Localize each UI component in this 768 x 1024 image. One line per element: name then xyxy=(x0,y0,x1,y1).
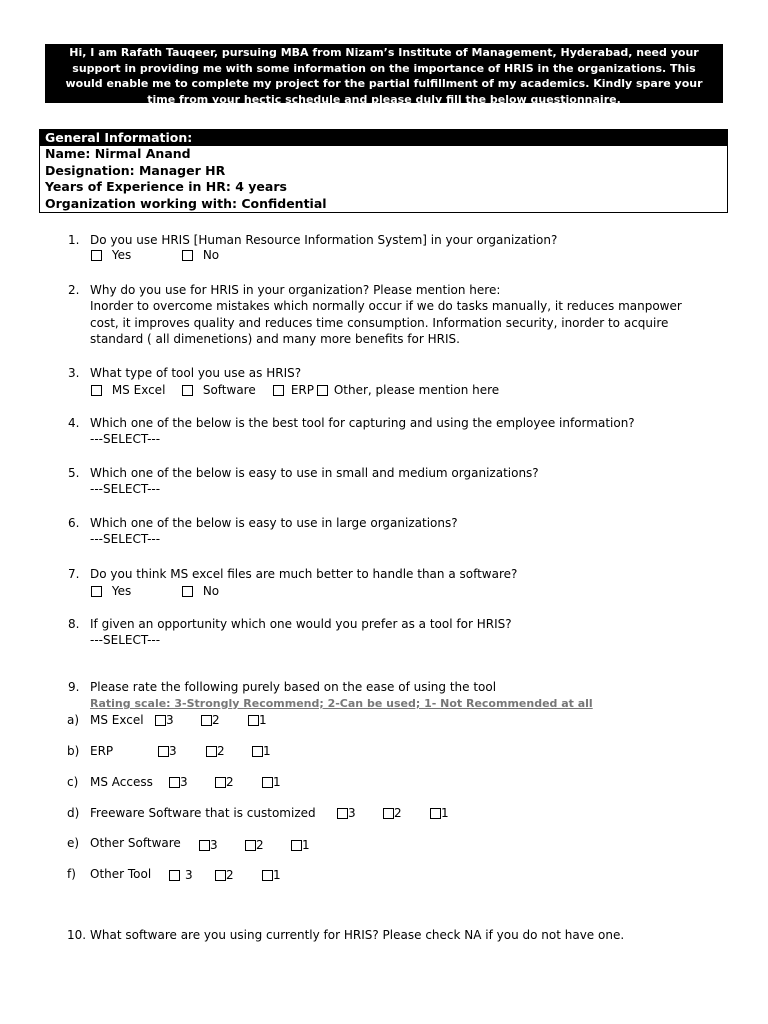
q2-answer-line-3: standard ( all dimenetions) and many more benefits for HRIS. xyxy=(90,332,460,346)
q6-select-dropdown[interactable]: ---SELECT--- xyxy=(90,532,161,546)
q1-yes-option[interactable] xyxy=(91,248,131,262)
rating-checkbox[interactable] xyxy=(169,777,180,788)
question-text: Do you think MS excel files are much better to handle than a software? xyxy=(90,567,518,581)
q7-no-option[interactable] xyxy=(182,584,219,598)
rating-checkbox[interactable] xyxy=(155,715,166,726)
q3-software-checkbox[interactable] xyxy=(182,385,193,396)
rating-value: 1 xyxy=(263,744,271,758)
rating-value: 1 xyxy=(302,838,310,852)
rating-value: 2 xyxy=(226,868,234,882)
rating-value: 2 xyxy=(212,713,220,727)
question-number: 3. xyxy=(68,366,80,380)
rating-value: 3 xyxy=(169,744,177,758)
rating-row-name: MS Excel xyxy=(90,713,144,727)
option-label: Yes xyxy=(111,248,132,262)
intro-line-2: support in providing me with some information on the importance of HRIS in the organizations. This xyxy=(72,61,696,75)
question-text: What software are you using currently for HRIS? Please check NA if you do not have one. xyxy=(90,928,625,942)
rating-checkbox[interactable] xyxy=(430,808,441,819)
rating-checkbox[interactable] xyxy=(262,777,273,788)
rating-2-option[interactable] xyxy=(383,806,402,820)
rating-2-option[interactable] xyxy=(201,713,220,727)
rating-checkbox[interactable] xyxy=(383,808,394,819)
rating-scale-note: Rating scale: 3-Strongly Recommend; 2-Can be used; 1- Not Recommended at all xyxy=(90,697,593,710)
rating-row-name: ERP xyxy=(90,744,114,758)
rating-checkbox[interactable] xyxy=(201,715,212,726)
rating-value: 3 xyxy=(348,806,356,820)
rating-value: 1 xyxy=(273,868,281,882)
question-number: 7. xyxy=(68,567,80,581)
rating-1-option[interactable] xyxy=(430,806,449,820)
q3-other-option[interactable] xyxy=(317,383,499,397)
question-number: 1. xyxy=(68,233,80,247)
rating-row-label: b) xyxy=(67,744,80,758)
rating-2-option[interactable] xyxy=(206,744,225,758)
q3-erp-option[interactable] xyxy=(273,383,314,397)
q5-select-dropdown[interactable]: ---SELECT--- xyxy=(90,482,161,496)
rating-checkbox[interactable] xyxy=(245,840,256,851)
rating-value: 1 xyxy=(259,713,267,727)
rating-row-name: Other Tool xyxy=(90,867,152,881)
question-text: Why do you use for HRIS in your organization? Please mention here: xyxy=(90,283,501,297)
rating-value: 2 xyxy=(394,806,402,820)
rating-row-name: Freeware Software that is customized xyxy=(90,806,316,820)
q7-no-checkbox[interactable] xyxy=(182,586,193,597)
rating-checkbox[interactable] xyxy=(169,870,180,881)
question-number: 10. xyxy=(67,928,87,942)
rating-value: 3 xyxy=(210,838,218,852)
rating-row-label: e) xyxy=(67,836,80,850)
rating-value: 2 xyxy=(217,744,225,758)
rating-2-option[interactable] xyxy=(245,838,264,852)
question-number: 2. xyxy=(68,283,80,297)
general-information-heading: General Information: xyxy=(40,130,727,146)
q2-answer-line-1: Inorder to overcome mistakes which normally occur if we do tasks manually, it reduces manpower xyxy=(90,299,682,313)
q3-software-option[interactable] xyxy=(182,383,256,397)
question-text: If given an opportunity which one would you prefer as a tool for HRIS? xyxy=(90,617,512,631)
option-label: No xyxy=(202,584,220,598)
rating-1-option[interactable] xyxy=(252,744,271,758)
q7-yes-checkbox[interactable] xyxy=(91,586,102,597)
question-text: Which one of the below is the best tool for capturing and using the employee information? xyxy=(90,416,635,430)
intro-line-1: Hi, I am Rafath Tauqeer, pursuing MBA from Nizam’s Institute of Management, Hyderabad, need your xyxy=(69,46,699,59)
q8-select-dropdown[interactable]: ---SELECT--- xyxy=(90,633,161,647)
rating-3-option[interactable] xyxy=(169,775,188,789)
intro-line-4: time from your hectic schedule and please duly fill the below questionnaire. xyxy=(147,92,621,106)
question-number: 4. xyxy=(68,416,80,430)
question-text: Please rate the following purely based on the ease of using the tool xyxy=(90,680,497,694)
intro-banner xyxy=(45,44,723,106)
respondent-experience: Years of Experience in HR: 4 years xyxy=(45,179,287,194)
question-text: Do you use HRIS [Human Resource Information System] in your organization? xyxy=(90,233,558,247)
rating-row-name: MS Access xyxy=(90,775,153,789)
rating-checkbox[interactable] xyxy=(199,840,210,851)
q3-other-checkbox[interactable] xyxy=(317,385,328,396)
rating-value: 2 xyxy=(256,838,264,852)
general-information-box xyxy=(39,129,728,213)
rating-value: 3 xyxy=(185,868,193,882)
rating-3-option[interactable] xyxy=(337,806,356,820)
rating-checkbox[interactable] xyxy=(252,746,263,757)
rating-3-option[interactable] xyxy=(158,744,177,758)
intro-line-3: would enable me to complete my project for the partial fulfillment of my academics. Kindly spare your xyxy=(65,77,703,90)
rating-1-option[interactable] xyxy=(248,713,267,727)
rating-checkbox[interactable] xyxy=(337,808,348,819)
rating-row-label: c) xyxy=(67,775,79,789)
option-label: Other, please mention here xyxy=(333,383,500,397)
option-label: Yes xyxy=(111,584,132,598)
option-label: ERP xyxy=(290,383,314,397)
rating-2-option[interactable] xyxy=(215,775,234,789)
q1-no-option[interactable] xyxy=(182,248,219,262)
rating-checkbox[interactable] xyxy=(262,870,273,881)
q4-select-dropdown[interactable]: ---SELECT--- xyxy=(90,432,161,446)
respondent-organization: Organization working with: Confidential xyxy=(45,195,327,211)
respondent-name: Name: Nirmal Anand xyxy=(45,146,191,161)
rating-checkbox[interactable] xyxy=(248,715,259,726)
rating-1-option[interactable] xyxy=(262,775,281,789)
rating-3-option[interactable] xyxy=(169,868,193,882)
rating-value: 3 xyxy=(180,775,188,789)
rating-value: 1 xyxy=(441,806,449,820)
q1-no-checkbox[interactable] xyxy=(182,250,193,261)
rating-3-option[interactable] xyxy=(199,838,218,852)
rating-3-option[interactable] xyxy=(155,713,174,727)
rating-1-option[interactable] xyxy=(262,868,281,882)
option-label: Software xyxy=(202,383,256,397)
rating-2-option[interactable] xyxy=(215,868,234,882)
q3-erp-checkbox[interactable] xyxy=(273,385,284,396)
rating-row-label: d) xyxy=(67,806,80,820)
rating-checkbox[interactable] xyxy=(215,777,226,788)
question-text: Which one of the below is easy to use in large organizations? xyxy=(90,516,458,530)
respondent-designation: Designation: Manager HR xyxy=(45,162,226,178)
rating-value: 3 xyxy=(166,713,174,727)
question-text: Which one of the below is easy to use in small and medium organizations? xyxy=(90,466,539,480)
option-label: MS Excel xyxy=(111,383,166,397)
rating-checkbox[interactable] xyxy=(215,870,226,881)
q7-yes-option[interactable] xyxy=(91,584,131,598)
question-number: 8. xyxy=(68,617,80,631)
rating-row-label: f) xyxy=(67,867,76,881)
rating-checkbox[interactable] xyxy=(206,746,217,757)
q3-ms-excel-option[interactable] xyxy=(91,383,165,397)
question-text: What type of tool you use as HRIS? xyxy=(90,366,302,380)
rating-value: 1 xyxy=(273,775,281,789)
option-label: No xyxy=(202,248,220,262)
rating-value: 2 xyxy=(226,775,234,789)
rating-row-name: Other Software xyxy=(90,836,181,850)
question-number: 5. xyxy=(68,466,80,480)
question-number: 9. xyxy=(68,680,80,694)
q1-yes-checkbox[interactable] xyxy=(91,250,102,261)
rating-1-option[interactable] xyxy=(291,838,310,852)
question-number: 6. xyxy=(68,516,80,530)
rating-checkbox[interactable] xyxy=(158,746,169,757)
q2-answer xyxy=(90,298,682,348)
rating-checkbox[interactable] xyxy=(291,840,302,851)
rating-row-label: a) xyxy=(67,713,80,727)
q3-ms-excel-checkbox[interactable] xyxy=(91,385,102,396)
q2-answer-line-2: cost, it improves quality and reduces time consumption. Information security, inorder to acquire xyxy=(90,315,669,330)
